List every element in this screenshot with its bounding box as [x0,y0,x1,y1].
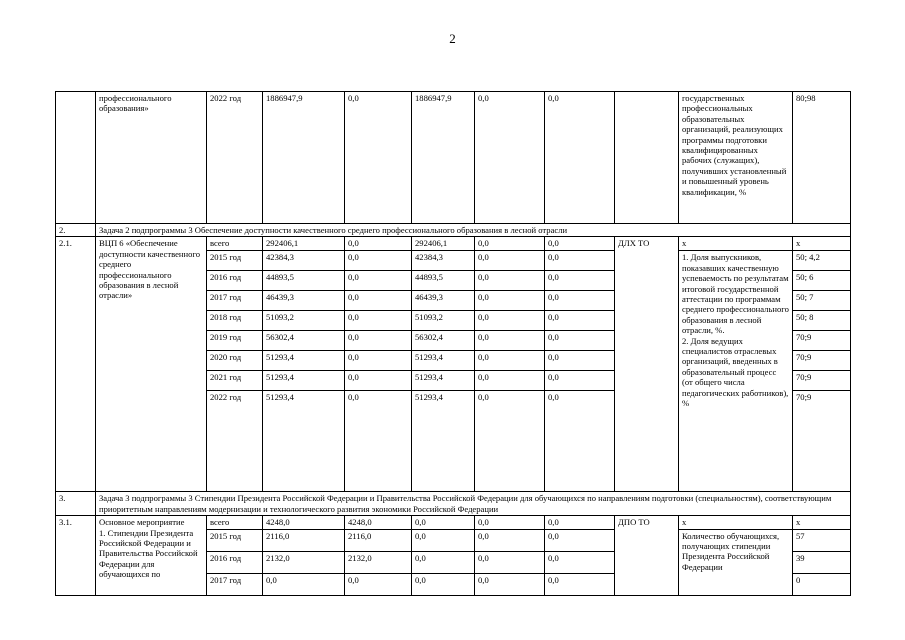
indicator-value: 70;9 [793,331,851,351]
funding-cell: 0,0 [545,331,615,351]
funding-cell: 0,0 [345,311,412,331]
funding-cell: 0,0 [475,331,545,351]
task-title: Задача 2 подпрограммы 3 Обеспечение доступности качественного среднего профессионального образования в лесной отрасли [96,224,851,237]
funding-cell: 44893,5 [412,271,475,291]
indicator-value: 50; 8 [793,311,851,331]
indicator-value: 80;98 [793,92,851,224]
funding-cell: 0,0 [475,291,545,311]
year-cell: 2018 год [207,311,263,331]
indicator-x: х [679,516,793,529]
year-cell: всего [207,237,263,251]
funding-cell: 0,0 [545,529,615,551]
funding-cell: 51293,4 [412,391,475,492]
indicator-cell: 1. Доля выпускников, показавших качественную успеваемость по результатам итоговой государственной аттестации по программам среднего профессионального образования в лесной отрасли, %. 2. Доля ведущих специалистов отраслевых организаций, введенных в образовательный процесс (от общего числа педагогических работников), % [679,251,793,492]
total-cell: 2116,0 [263,529,345,551]
funding-cell: 0,0 [475,237,545,251]
indicator-x: х [679,237,793,251]
task-row [56,224,851,237]
funding-cell: 0,0 [475,311,545,331]
funding-cell: 0,0 [545,291,615,311]
funding-cell: 1886947,9 [412,92,475,224]
funding-cell: 0,0 [475,92,545,224]
indicator-value: 50; 7 [793,291,851,311]
total-cell: 56302,4 [263,331,345,351]
total-cell: 46439,3 [263,291,345,311]
funding-cell: 0,0 [545,573,615,595]
row-number: 2.1. [56,237,96,492]
year-cell: 2022 год [207,391,263,492]
funding-cell: 46439,3 [412,291,475,311]
row-number: 3.1. [56,516,96,595]
task-row [56,492,851,516]
total-cell: 42384,3 [263,251,345,271]
funding-cell: 0,0 [412,551,475,573]
funding-cell: 42384,3 [412,251,475,271]
year-cell: 2016 год [207,551,263,573]
funding-cell: 0,0 [475,516,545,529]
executor-cell: ДЛХ ТО [615,237,679,492]
funding-cell: 0,0 [345,573,412,595]
funding-cell: 0,0 [475,391,545,492]
funding-cell: 0,0 [545,391,615,492]
table-row [56,237,851,251]
funding-cell: 0,0 [345,251,412,271]
indicator-value: 39 [793,551,851,573]
program-table [55,91,851,596]
indicator-cell: Количество обучающихся, получающих стипендии Президента Российской Федерации [679,529,793,595]
indicator-value: 0 [793,573,851,595]
funding-cell: 2116,0 [345,529,412,551]
funding-cell: 51293,4 [412,351,475,371]
funding-cell: 51093,2 [412,311,475,331]
task-title: Задача 3 подпрограммы 3 Стипендии Президента Российской Федерации и Правительства Российской Федерации для обучающихся по направлениям подготовки (специальностям), соответствующим приоритетным направлениям модернизации и технологического развития экономики Российской Федерации [96,492,851,516]
funding-cell: 0,0 [475,529,545,551]
funding-cell: 0,0 [412,573,475,595]
row-number [56,92,96,224]
funding-cell: 0,0 [475,271,545,291]
funding-cell: 0,0 [545,251,615,271]
total-cell: 4248,0 [263,516,345,529]
funding-cell: 0,0 [545,271,615,291]
table-row [56,516,851,529]
total-cell: 51293,4 [263,371,345,391]
total-cell: 2132,0 [263,551,345,573]
funding-cell: 0,0 [345,92,412,224]
year-cell: всего [207,516,263,529]
measure-name: профессионального образования» [96,92,207,224]
funding-cell: 0,0 [475,371,545,391]
year-cell: 2017 год [207,573,263,595]
funding-cell: 0,0 [345,271,412,291]
funding-cell: 2132,0 [345,551,412,573]
indicator-value: 57 [793,529,851,551]
funding-cell: 0,0 [345,391,412,492]
year-cell: 2017 год [207,291,263,311]
funding-cell: 0,0 [345,351,412,371]
funding-cell: 0,0 [545,551,615,573]
indicator-value: 70;9 [793,371,851,391]
total-cell: 51093,2 [263,311,345,331]
funding-cell: 0,0 [412,516,475,529]
total-cell: 292406,1 [263,237,345,251]
indicator-value: 70;9 [793,351,851,371]
total-cell: 44893,5 [263,271,345,291]
funding-cell: 0,0 [545,92,615,224]
task-number: 2. [56,224,96,237]
funding-cell: 0,0 [475,573,545,595]
year-cell: 2016 год [207,271,263,291]
funding-cell: 0,0 [475,251,545,271]
funding-cell: 0,0 [475,351,545,371]
executor-cell: ДПО ТО [615,516,679,595]
total-cell: 51293,4 [263,391,345,492]
funding-cell: 4248,0 [345,516,412,529]
executor-cell [615,92,679,224]
funding-cell: 0,0 [545,237,615,251]
funding-cell: 51293,4 [412,371,475,391]
indicator-value-x: х [793,516,851,529]
funding-cell: 0,0 [545,351,615,371]
total-cell: 0,0 [263,573,345,595]
funding-cell: 0,0 [475,551,545,573]
task-number: 3. [56,492,96,516]
indicator-value-x: х [793,237,851,251]
year-cell: 2020 год [207,351,263,371]
funding-cell: 0,0 [345,331,412,351]
funding-cell: 0,0 [345,237,412,251]
funding-cell: 0,0 [412,529,475,551]
year-cell: 2015 год [207,529,263,551]
funding-cell: 0,0 [345,371,412,391]
funding-cell: 0,0 [545,311,615,331]
indicator-value: 70;9 [793,391,851,492]
year-cell: 2015 год [207,251,263,271]
funding-cell: 0,0 [345,291,412,311]
funding-cell: 56302,4 [412,331,475,351]
total-cell: 51293,4 [263,351,345,371]
year-cell: 2021 год [207,371,263,391]
year-cell: 2022 год [207,92,263,224]
indicator-cell: государственных профессиональных образовательных организаций, реализующих программы подготовки квалифицированных рабочих (служащих), получивших установленный и повышенный уровень квалификации, % [679,92,793,224]
measure-name: ВЦП 6 «Обеспечение доступности качественного среднего профессионального образования в лесной отрасли» [96,237,207,492]
funding-cell: 0,0 [545,516,615,529]
table-row [56,92,851,224]
page-number: 2 [449,31,456,46]
funding-cell: 0,0 [545,371,615,391]
total-cell: 1886947,9 [263,92,345,224]
indicator-value: 50; 6 [793,271,851,291]
indicator-value: 50; 4,2 [793,251,851,271]
funding-cell: 292406,1 [412,237,475,251]
year-cell: 2019 год [207,331,263,351]
measure-name: Основное мероприятие 1. Стипендии Президента Российской Федерации и Правительства Российской Федерации для обучающихся по [96,516,207,595]
